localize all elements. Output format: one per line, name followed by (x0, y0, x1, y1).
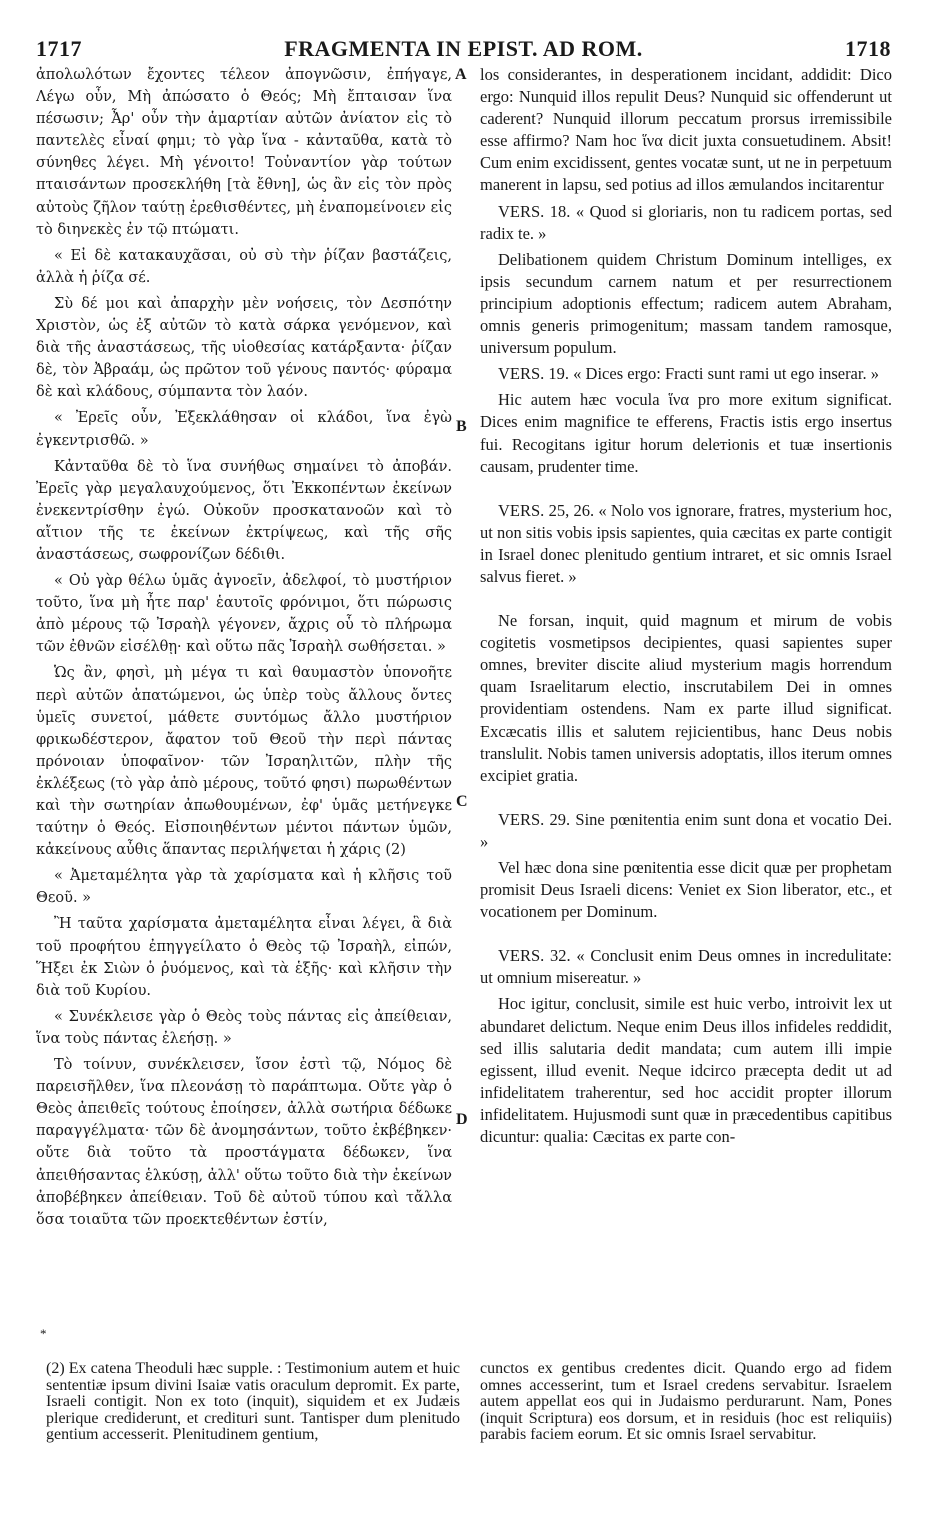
latin-column (480, 64, 892, 1152)
running-title: FRAGMENTA IN EPIST. AD ROM. (284, 36, 643, 61)
latin-paragraph: los considerantes, in desperationem incidant, addidit: Dico ergo: Nunquid illos repulit Deus? Nunquid sic offenderunt ut caderent? Nunquid illorum peccatum prorsus irremissibile esse affirmo? Nam hoc ἵνα dicit juxta consuetudinem. Absit! Cum enim excidissent, gentes vocatæ sunt, ut ne in perpetuum manerent in lapsu, sed potius ad illos æmulandos incitarentur (480, 65, 892, 195)
latin-paragraph: Hic autem hæc vocula ἵνα pro more exitum significat. Dices enim magnifice te efferens, Fractis istis ergo insertus fui. Recogitans igitur horum delетionis et tuæ insertionis causam, prudenter time. (480, 390, 892, 476)
footnote-left: (2) Ex catena Theoduli hæc supple. : Testimonium autem et huic sententiæ ipsum divini Isaiæ vatis oraculum depromit. Ex parte, Israeli contigit. Non ex toto (inquit), siquidem et ex Judæis plerique crediderunt, et crediturі sunt. Tantisper dum plenitudo gentium accesserit. Plenitudinem gentium, (46, 1360, 460, 1443)
latin-paragraph: Hoc igitur, conclusit, simile est huic verbo, introivit lex ut abundaret delictum. Neque enim Deus illos infideles reddidit, sed illis salutaria dedit mandata; cum autem illi impie egissent, illud evenit. Neque idcirco præcepta dedit ut ad infidelitatem traherentur, sed hoc accidit propter illorum infidelitatem. Hujusmodi sunt quæ in præcedentibus capitibus dicuntur: qualia: Cæcitas ex parte con- (480, 994, 892, 1147)
latin-verse: VERS. 19. « Dices ergo: Fracti sunt rami ut ego inserar. » (498, 364, 879, 384)
latin-verse: VERS. 25, 26. « Nolo vos ignorare, fratres, mysterium hoc, ut non sitis vobis ipsis sapientes, quia cæcitas ex parte contigit in Israel donec plenitudo gentium intraret, et sic omnis Israel salvus fieret. » (480, 500, 892, 586)
latin-verse: VERS. 18. « Quod si gloriaris, non tu radicem portas, sed radix te. » (480, 201, 892, 243)
greek-paragraph: Κἀνταῦθα δὲ τὸ ἵνα συνήθως σημαίνει τὸ ἀποβάν. Ἐρεῖς γὰρ μεγαλαυχούμενος, ὅτι Ἐκκοπέντων ἐκείνων ἐνεκεντρίσθην ἐγώ. Οὐκοῦν προσκατανοῶν καὶ τὸ αἴτιον τῆς τε ἐκείνων ἐκτρίψεως, καὶ τῆς σῆς ἀναστάσεως, σωφρονίζων δέδιθι. (36, 458, 452, 563)
latin-paragraph: Vel hæc dona sine pœnitentia esse dicit quæ per prophetam promisit Deus Israeli dicens: Veniet ex Sion liberator, etc., et vocationem per Dominum. (480, 858, 892, 922)
latin-verse: VERS. 29. Sine pœnitentia enim sunt dona et vocatio Dei. » (480, 809, 892, 851)
section-marker-b: B (456, 418, 467, 435)
greek-paragraph: Ἢ ταῦτα χαρίσματα ἀμεταμέλητα εἶναι λέγει, ἃ διὰ τοῦ προφήτου ἐπηγγείλατο ὁ Θεὸς τῷ Ἰσραὴλ, εἰπών, Ἥξει ἐκ Σιὼν ὁ ῥυόμενος, καὶ τὰ ἑξῆς· καὶ κλῆσιν τὴν διὰ τοῦ Κυρίου. (36, 916, 452, 999)
footnote-mark: * (40, 1326, 47, 1341)
greek-verse: « Συνέκλεισε γὰρ ὁ Θεὸς τοὺς πάντας εἰς ἀπείθειαν, ἵνα τοὺς πάντας ἐλεήσῃ. » (36, 1008, 452, 1047)
latin-verse: VERS. 32. « Conclusit enim Deus omnes in incredulitate: ut omnium misereatur. » (480, 946, 892, 988)
greek-paragraph: Ὡς ἂν, φησὶ, μὴ μέγα τι καὶ θαυμαστὸν ὑπονοῆτε περὶ αὐτῶν ἀπατώμενοι, ὡς ὑπὲρ τοὺς ἄλλους ὄντες ὑμεῖς συνετοί, μάθετε συντόμως ἄλλο μυστήριον φρικωδέστερον, ἄφατον τοῦ Θεοῦ τὴν περὶ πάντας πρόνοιαν ὑποφαῖνον· τῶν Ἰσραηλιτῶν, πλὴν τῆς ἐκλέξεως (τὸ γὰρ ἀπὸ μέρους, τοῦτό φησι) πωρωθέντων καὶ τὴν σωτηρίαν ἀπωθουμένων, ἐφ' ὑμᾶς μετήνεγκε ταύτην ὁ Θεός. Εἰσποιηθέντων μέντοι πάντων ὑμῶν, κἀκείνους αὖθις ἅπαντας περιλήψεται ἡ χάρις (2) (36, 665, 452, 859)
greek-verse: « Εἰ δὲ κατακαυχᾶσαι, οὐ σὺ τὴν ῥίζαν βαστάζεις, ἀλλὰ ἡ ῥίζα σέ. (36, 247, 452, 286)
footnote-right: cunctos ex gentibus credentes dicit. Quando ergo ad fidem omnes accesserint, tum et Israel credens servabitur. Israelem autem appellat eos qui in Judaismo perdurarunt. Nam, Pones (inquit Scriptura) eos dorsum, et in residuis (hoc est reliquiis) parabis faciem eorum. Et sic omnis Israel servabitur. (480, 1360, 892, 1443)
greek-verse: « Ἀμεταμέλητα γὰρ τὰ χαρίσματα καὶ ἡ κλῆσις τοῦ Θεοῦ. » (36, 868, 452, 907)
latin-paragraph: Ne forsan, inquit, quid magnum et mirum de vobis cogitetis vosmetipsos decipientes, quasi sapientes super omnes, breviter discite aliud mysterium magis horrendum quam Israelitarum electio, inscrutabilem Dei in omnes providentiam ostendens. Nam ex parte illud significat. Excæcatis illis et salutem rejicientibus, hanc Deus nobis translulit. Nobis tamen universis adoptatis, illos iterum omnes excipiet gratia. (480, 611, 892, 785)
section-marker-d: D (456, 1111, 468, 1128)
greek-column (36, 64, 452, 1235)
latin-paragraph: Delibationem quidem Christum Dominum intelliges, ex ipsis secundum carnem natum et per resurrectionem principium adoptionis effectum; radicem autem Abraham, omnis generis primogenitum; massam tandem ramosque, universum populum. (480, 249, 892, 358)
section-marker-c: C (456, 793, 468, 810)
greek-paragraph: ἀπολωλότων ἔχοντες τέλεον ἀπογνῶσιν, ἐπήγαγε, Λέγω οὖν, Μὴ ἀπώσατο ὁ Θεός; Μὴ ἔπταισαν ἵνα πέσωσιν; Ἆρ' οὖν τὴν ἁμαρτίαν αὐτῶν ἀνίατον εἰς τὸ παντελὲς εἶναί φημι; τὸ γὰρ ἵνα - κἀνταῦθα, κατὰ τὸ σύνηθες λέγει. Μὴ γένοιτο! Τοὐναντίον γὰρ τούτων πταισάντων προσεκλήθη [τὰ ἔθνη], ὡς ἂν εἰς τὸν πρὸς αὐτοὺς ζῆλον ταύτῃ ἐρεθισθέντες, μὴ ἐναπομείνοιεν εἰς τὸ διηνεκὲς ἐν τῷ πτώματι. (36, 67, 452, 238)
section-marker-a: A (455, 66, 467, 83)
greek-paragraph: Τὸ τοίνυν, συνέκλεισεν, ἴσον ἐστὶ τῷ, Νόμος δὲ παρεισῆλθεν, ἵνα πλεονάσῃ τὸ παράπτωμα. Οὔτε γὰρ ὁ Θεὸς ἀπειθεῖς τούτους ἐποίησεν, ἀλλὰ σωτήρια δέδωκε παραγγέλματα· τῶν δὲ ἀνομησάντων, τοῦτο ἐκβέβηκεν· οὔτε διὰ τοῦτο τὰ προστάγματα δέδωκεν, ἵνα ἀπειθήσαντας ἑλκύσῃ, ἀλλ' οὕτω τοῦτο διὰ τὴν ἐκείνων ἀποβέβηκεν ἀπείθειαν. Τοῦ δὲ αὐτοῦ τύπου καὶ τἄλλα ὅσα τοιαῦτα τῶν προεκτεθέντων ἐστίν, (36, 1057, 452, 1228)
greek-paragraph: Σὺ δέ μοι καὶ ἀπαρχὴν μὲν νοήσεις, τὸν Δεσπότην Χριστὸν, ὡς ἐξ αὐτῶν τὸ κατὰ σάρκα γενόμενον, καὶ διὰ τῆς ἀναστάσεως, τῆς υἱοθεσίας κατάρξαντα· ῥίζαν δὲ, τὸν Ἀβραάμ, ὡς πρῶτον τοῦ γένους παντός· φύραμα δὲ καὶ κλάδους, σύμπαντα τὸν λαόν. (36, 295, 452, 401)
greek-verse: « Ἐρεῖς οὖν, Ἐξεκλάθησαν οἱ κλάδοι, ἵνα ἐγὼ ἐγκεντρισθῶ. » (36, 410, 452, 449)
greek-verse: « Οὐ γὰρ θέλω ὑμᾶς ἀγνοεῖν, ἀδελφοί, τὸ μυστήριον τοῦτο, ἵνα μὴ ἦτε παρ' ἑαυτοῖς φρόνιμοι, ὅτι πώρωσις ἀπὸ μέρους τῷ Ἰσραὴλ γέγονεν, ἄχρις οὗ τὸ πλήρωμα τῶν ἐθνῶν εἰσέλθῃ· καὶ οὕτω πᾶς Ἰσραὴλ σωθήσεται. » (36, 573, 452, 656)
page-number-left: 1717 (36, 36, 82, 61)
page-number-right: 1718 (845, 36, 891, 61)
running-header (36, 36, 891, 62)
